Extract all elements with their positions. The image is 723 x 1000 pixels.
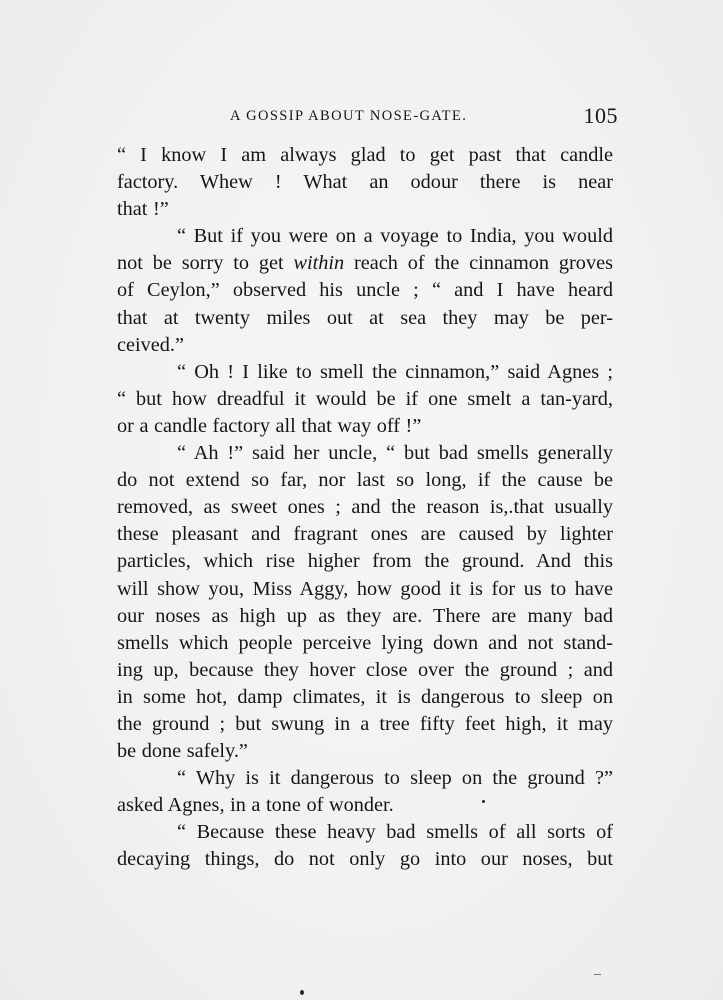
ink-speck	[300, 990, 304, 995]
text-line: ing up, because they hover close over the ground ; and	[117, 658, 613, 681]
text-line: be done safely.”	[117, 740, 248, 763]
text-line: “ I know I am always glad to get past that candle	[117, 144, 613, 166]
text-line: asked Agnes, in a tone of wonder.	[117, 794, 394, 817]
page-number: 105	[583, 103, 618, 128]
running-head-title: A GOSSIP ABOUT NOSE-GATE.	[230, 108, 468, 124]
text-line: “ but how dreadful it would be if one smelt a tan-yard,	[117, 387, 613, 410]
text-line: factory. Whew ! What an odour there is near	[117, 171, 613, 194]
text-line: the ground ; but swung in a tree fifty feet high, it may	[117, 712, 613, 735]
ink-speck	[482, 800, 485, 803]
emphasis: within	[293, 252, 345, 275]
text-line: decaying things, do not only go into our noses, but	[117, 848, 613, 871]
text-line: in some hot, damp climates, it is dangerous to sleep on	[117, 685, 613, 708]
text-line: particles, which rise higher from the ground. And this	[117, 550, 613, 573]
text-line: or a candle factory all that way off !”	[117, 414, 422, 437]
text-line: our noses as high up as they are. There are many bad	[117, 604, 613, 627]
text-line: do not extend so far, nor last so long, if the cause be	[117, 469, 613, 492]
text-line: “ But if you were on a voyage to India, you would	[177, 225, 613, 248]
ink-speck	[594, 974, 601, 975]
body-text	[117, 142, 613, 874]
text-line: that at twenty miles out at sea they may be per-	[117, 306, 613, 329]
text-line: that !”	[117, 198, 169, 221]
text-line: these pleasant and fragrant ones are caused by lighter	[117, 523, 613, 546]
text-line: ceived.”	[117, 333, 184, 356]
text-line: “ Why is it dangerous to sleep on the ground ?”	[177, 767, 613, 790]
text-line: will show you, Miss Aggy, how good it is for us to have	[117, 577, 613, 600]
text-line: “ Because these heavy bad smells of all sorts of	[177, 821, 613, 844]
text-line: of Ceylon,” observed his uncle ; “ and I have heard	[117, 279, 613, 302]
text-line: not be sorry to get within reach of the cinnamon groves	[117, 252, 613, 275]
text-line: smells which people perceive lying down and not stand-	[117, 631, 613, 654]
text-line: “ Oh ! I like to smell the cinnamon,” said Agnes ;	[177, 360, 613, 383]
running-head	[118, 103, 618, 128]
text-line: “ Ah !” said her uncle, “ but bad smells generally	[177, 442, 613, 465]
text-line: removed, as sweet ones ; and the reason is,.that usually	[117, 496, 613, 519]
